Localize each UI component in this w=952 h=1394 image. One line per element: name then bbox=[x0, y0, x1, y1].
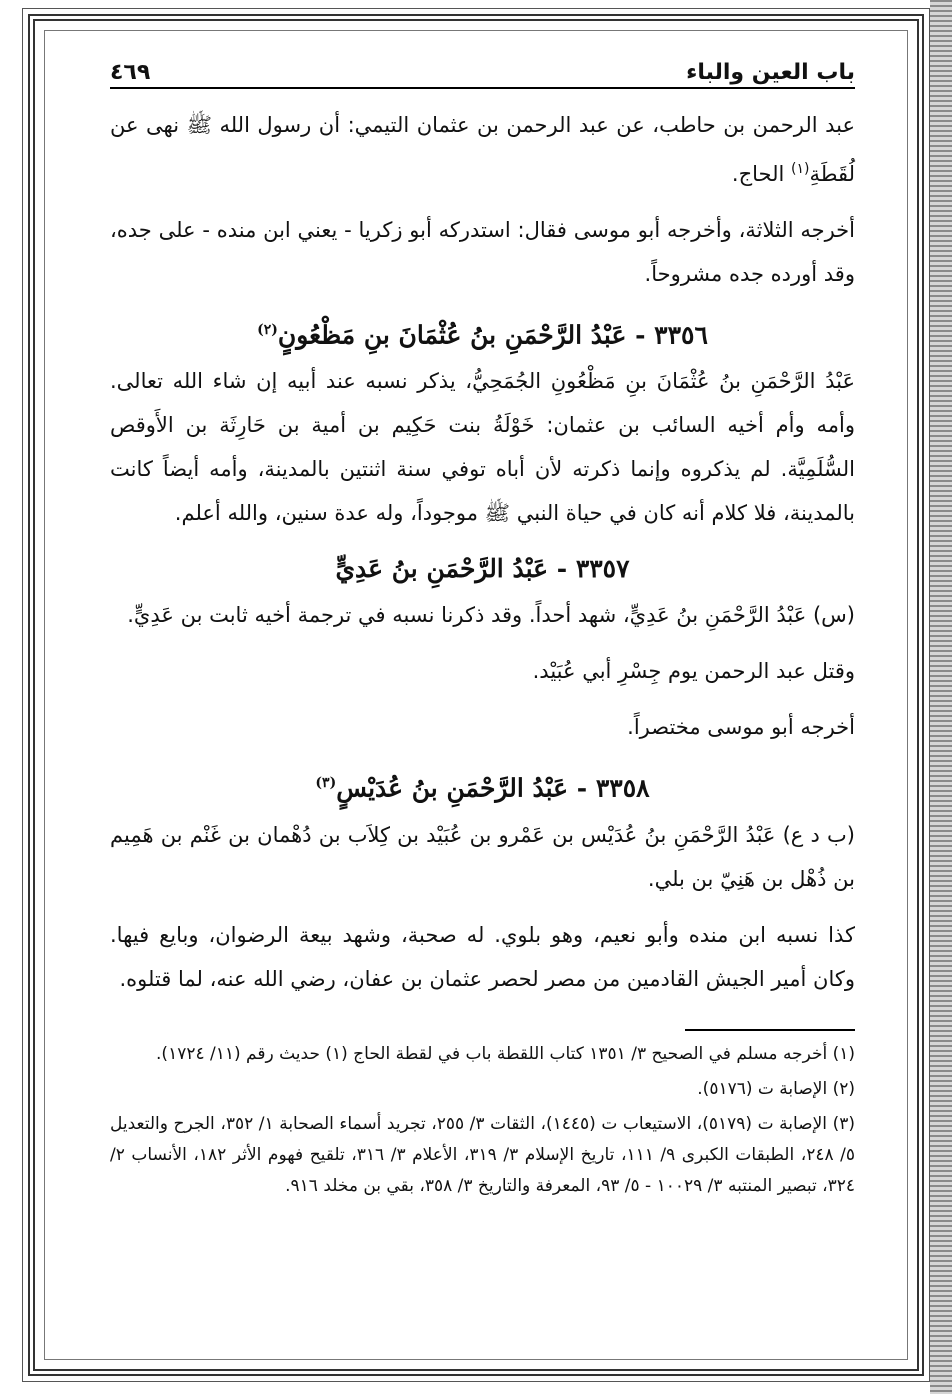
page-number: ٤٦٩ bbox=[110, 60, 151, 85]
entry-heading-3356 bbox=[110, 310, 855, 355]
chapter-title: باب العين والباء bbox=[686, 60, 855, 85]
scan-edge-strip bbox=[930, 0, 952, 1394]
entry-heading-3356-text: ٣٣٥٦ - عَبْدُ الرَّحْمَنِ بنُ عُثْمَانَ بنِ مَظْعُونٍ bbox=[277, 320, 708, 350]
entry-text-3356: عَبْدُ الرَّحْمَنِ بنُ عُثْمَانَ بنِ مَظْعُونِ الجُمَحِيُّ، يذكر نسبه عند أبيه إن شاء الله تعالى. وأمه وأم أخيه السائب بن عثمان: خَوْلَةُ بنت حَكِيم بن أمية بن حَارِثَة بن الأَوقص السُّلَمِيَّة. لم يذكروه وإنما ذكرته لأن أباه توفي سنة اثنتين بالمدينة، وأمه أيضاً كانت بالمدينة، فلا كلام أنه كان في حياة النبي ﷺ موجوداً، وله عدة سنين، والله أعلم. bbox=[110, 369, 855, 526]
entry-text-3358-b: كذا نسبه ابن منده وأبو نعيم، وهو بلوي. له صحبة، وشهد بيعة الرضوان، وبايع فيها. وكان أمير الجيش القادمين من مصر لحصر عثمان بن عفان، رضي الله عنه، لما قتلوه. bbox=[110, 922, 855, 991]
intro-paragraph-2: أخرجه الثلاثة، وأخرجه أبو موسى فقال: استدركه أبو زكريا - يعني ابن منده - على جده، وقد أورده جده مشروحاً. bbox=[110, 218, 855, 286]
entry-text-3357: (س) عَبْدُ الرَّحْمَنِ بنُ عَدِيٍّ، شهد أحداً. وقد ذكرنا نسبه في ترجمة أخيه ثابت بن عَدِيٍّ. bbox=[127, 603, 855, 628]
page-body bbox=[110, 60, 855, 1206]
footnote-ref-2: (٢) bbox=[257, 322, 278, 338]
footnote-3: (٣) الإصابة ت (٥١٧٩)، الاستيعاب ت (١٤٤٥)، الثقات ٣/ ٢٥٥، تجريد أسماء الصحابة ١/ ٣٥٢، الجرح والتعديل ٥/ ٢٤٨، الطبقات الكبرى ٩/ ١١١، تاريخ الإسلام ٣/ ٣١٩، الأعلام ٣/ ٣١٦، تلقيح فهوم الأثر ١٨٢، الأنساب ٢/ ٣٢٤، تبصير المنتبه ٣/ ١٠٠٢٩ - ٥/ ٩٣، المعرفة والتاريخ ٣/ ٣٥٨، بقي بن مخلد ٩١٦. bbox=[110, 1113, 856, 1196]
entry-heading-3358 bbox=[110, 763, 855, 808]
entry-heading-3357: ٣٣٥٧ - عَبْدُ الرَّحْمَنِ بنُ عَدِيٍّ bbox=[335, 554, 630, 584]
entry-text-3358: (ب د ع) عَبْدُ الرَّحْمَنِ بنُ عُدَيْس بن عَمْرو بن عُبَيْد بن كِلاَب بن دُهْمان بن غَنْم بن هَمِيم بن ذُهْل بن هَنِيّ بن بلي. bbox=[110, 822, 855, 891]
entry-heading-3358-text: ٣٣٥٨ - عَبْدُ الرَّحْمَنِ بنُ عُدَيْسٍ bbox=[336, 773, 650, 803]
footnote-ref-3: (٣) bbox=[315, 775, 337, 792]
entry-text-3357-c: أخرجه أبو موسى مختصراً. bbox=[627, 715, 855, 740]
footnotes bbox=[110, 1039, 855, 1202]
running-header bbox=[110, 60, 855, 89]
entry-text-3357-b: وقتل عبد الرحمن يوم جِسْرِ أبي عُبَيْد. bbox=[532, 659, 855, 684]
footnote-1: (١) أخرجه مسلم في الصحيح ٣/ ١٣٥١ كتاب اللقطة باب في لقطة الحاج (١) حديث رقم (١١/ ١٧٢٤). bbox=[156, 1043, 855, 1064]
intro-text-end: الحاج. bbox=[731, 162, 792, 186]
intro-text: عبد الرحمن بن حاطب، عن عبد الرحمن بن عثمان التيمي: أن رسول الله ﷺ نهى عن لُقَطَةِ bbox=[110, 113, 855, 186]
footnote-2: (٢) الإصابة ت (٥١٧٦). bbox=[697, 1078, 855, 1099]
intro-paragraph-1 bbox=[110, 103, 855, 196]
footnote-separator bbox=[685, 1029, 855, 1031]
footnote-ref-1: (١) bbox=[791, 161, 810, 177]
